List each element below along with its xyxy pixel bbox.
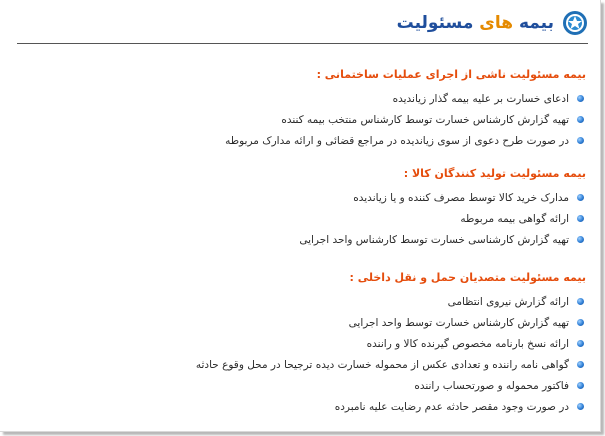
- list-item: [10, 229, 586, 250]
- list-item: [10, 333, 586, 354]
- section-product-liability: [10, 166, 586, 250]
- title-word-1: بیمه: [518, 13, 554, 33]
- bullet-icon: [577, 340, 584, 347]
- page-title: [397, 13, 554, 33]
- list-item-text: در صورت وجود مقصر حادثه عدم رضایت علیه نامبرده: [334, 400, 569, 413]
- list-item: [10, 187, 586, 208]
- list-item: [10, 130, 586, 151]
- list-item-text: ارائه نسخ بارنامه مخصوص گیرنده کالا و راننده: [366, 337, 569, 350]
- bullet-icon: [577, 319, 584, 326]
- section-construction-liability: [10, 67, 586, 151]
- list-item: [10, 208, 586, 229]
- title-word-2: های: [479, 13, 514, 33]
- list-item-text: ارائه گواهی بیمه مربوطه: [460, 212, 569, 225]
- section-item-list: [10, 187, 586, 250]
- bullet-icon: [577, 215, 584, 222]
- header-divider: [17, 43, 588, 44]
- section-item-list: [10, 291, 586, 417]
- section-item-list: [10, 88, 586, 151]
- header: [16, 8, 588, 38]
- bullet-icon: [577, 403, 584, 410]
- title-word-3: مسئولیت: [396, 13, 474, 33]
- list-item: [10, 354, 586, 375]
- list-item: [10, 291, 586, 312]
- list-item-text: تهیه گزارش کارشناس خسارت توسط کارشناس منتخب بیمه کننده: [281, 113, 569, 126]
- bullet-icon: [577, 137, 584, 144]
- list-item: [10, 88, 586, 109]
- list-item: [10, 375, 586, 396]
- list-item-text: ارائه گزارش نیروی انتظامی: [447, 295, 569, 308]
- bullet-icon: [577, 95, 584, 102]
- list-item-text: در صورت طرح دعوی از سوی زیاندیده در مراجع قضائی و ارائه مدارک مربوطه: [225, 134, 569, 147]
- list-item-text: تهیه گزارش کارشناسی خسارت توسط کارشناس واحد اجرایی: [299, 233, 569, 246]
- section-heading: بیمه مسئولیت تولید کنندگان کالا :: [403, 167, 586, 180]
- section-carrier-liability: [10, 270, 586, 417]
- list-item-text: مدارک خرید کالا توسط مصرف کننده و یا زیاندیده: [353, 191, 569, 204]
- section-heading: بیمه مسئولیت متصدیان حمل و نقل داخلی :: [349, 271, 586, 284]
- list-item-text: تهیه گزارش کارشناس خسارت توسط واحد اجرایی: [348, 316, 569, 329]
- bullet-icon: [577, 361, 584, 368]
- list-item-text: ادعای خسارت بر علیه بیمه گذار زیاندیده: [392, 92, 569, 105]
- list-item-text: گواهی نامه راننده و تعدادی عکس از محموله خسارت دیده ترجیحا در محل وقوع حادثه: [195, 358, 569, 371]
- insurance-logo-icon: [562, 10, 588, 36]
- bullet-icon: [577, 116, 584, 123]
- list-item: [10, 312, 586, 333]
- bullet-icon: [577, 236, 584, 243]
- list-item: [10, 396, 586, 417]
- list-item-text: فاکتور محموله و صورتحساب راننده: [414, 379, 569, 392]
- bullet-icon: [577, 298, 584, 305]
- section-heading: بیمه مسئولیت ناشی از اجرای عملیات ساختمانی :: [316, 68, 586, 81]
- bullet-icon: [577, 382, 584, 389]
- list-item: [10, 109, 586, 130]
- bullet-icon: [577, 194, 584, 201]
